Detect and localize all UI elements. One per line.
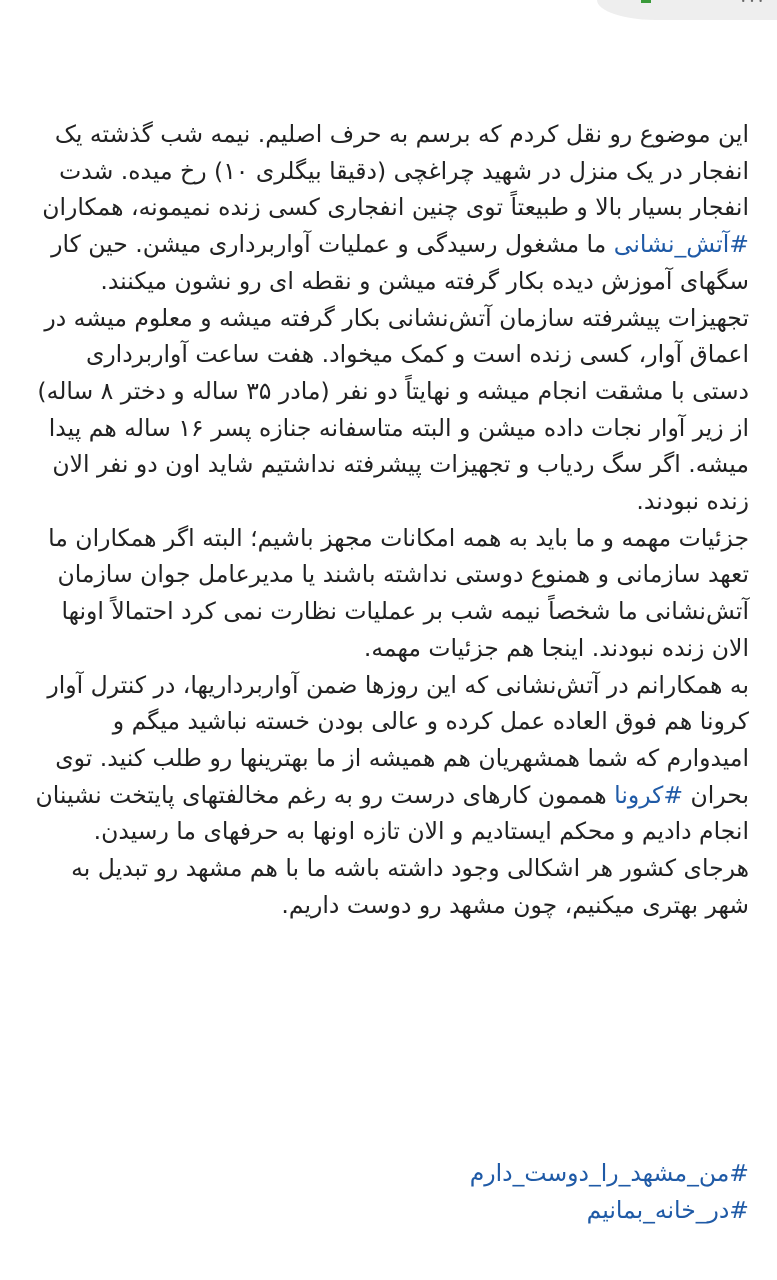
paragraph-3-text-b: هممون کارهای درست رو به رغم مخالفتهای پایتخت نشینان انجام دادیم و محکم ایستادیم و الان تازه اونها به حرفهای ما رسیدن. هرجای کشور هر اشکالی وجود داشته باشه ما با هم مشهد رو تبدیل به شهر بهتری میکنیم، چون مشهد رو دوست داریم. bbox=[35, 780, 749, 919]
status-indicator-icon bbox=[641, 0, 651, 3]
post-paragraph-3 bbox=[26, 667, 749, 924]
hashtag-link-i-love-mashhad[interactable]: #من_مشهد_را_دوست_دارم bbox=[469, 1159, 749, 1187]
post-paragraph-1 bbox=[26, 116, 749, 520]
paragraph-1-text-b: ما مشغول رسیدگی و عملیات آواربرداری میشن. حین کار سگهای آموزش دیده بکار گرفته میشن و نقطه ای رو نشون میکنند. تجهیزات پیشرفته سازمان آتش‌نشانی بکار گرفته میشه و معلوم میشه در اعماق آوار، کسی زنده است و کمک میخواد. هفت ساعت آواربرداری دستی با مشقت انجام میشه و نهایتاً دو نفر (مادر ۳۵ ساله و دختر ۸ ساله) از زیر آوار نجات داده میشن و البته متاسفانه جنازه پسر ۱۶ ساله هم پیدا میشه. اگر سگ ردیاب و تجهیزات پیشرفته نداشتیم شاید اون دو نفر الان زنده نبودند. bbox=[37, 230, 749, 516]
top-status-strip bbox=[597, 0, 777, 20]
hashtag-link-fire-department[interactable]: #آتش_نشانی bbox=[613, 230, 749, 259]
paragraph-3-text-a: به همکارانم در آتش‌نشانی که این روزها ضمن آواربرداریها، در کنترل آوار کرونا هم فوق العاده عمل کرده و عالی بودن خسته نباشید میگم و امیدوارم که شما همشهریان هم همیشه از ما بهترینها رو طلب کنید. توی بحران bbox=[47, 670, 749, 809]
post-paragraph-2: جزئیات مهمه و ما باید به همه امکانات مجهز باشیم؛ البته اگر همکاران ما تعهد سازمانی و همنوع دوستی نداشته باشند یا مدیرعامل جوان سازمان آتش‌نشانی ما شخصاً نیمه شب بر عملیات نظارت نمی کرد احتمالاً اونها الان زنده نبودند. اینجا هم جزئیات مهمه. bbox=[48, 523, 749, 662]
hashtag-list bbox=[470, 1155, 749, 1229]
post-body bbox=[26, 116, 749, 923]
status-dots-icon: ••• bbox=[740, 0, 767, 6]
hashtag-link-corona[interactable]: #کرونا bbox=[614, 780, 684, 809]
paragraph-1-text-a: این موضوع رو نقل کردم که برسم به حرف اصلیم. نیمه شب گذشته یک انفجار در یک منزل در شهید چراغچی (دقیقا بیگلری ۱۰) رخ میده. شدت انفجار بسیار بالا و طبیعتاً توی چنین انفجاری کسی زنده نمیمونه، همکاران bbox=[42, 120, 749, 222]
hashtag-link-stay-home[interactable]: #در_خانه_بمانیم bbox=[586, 1196, 749, 1224]
